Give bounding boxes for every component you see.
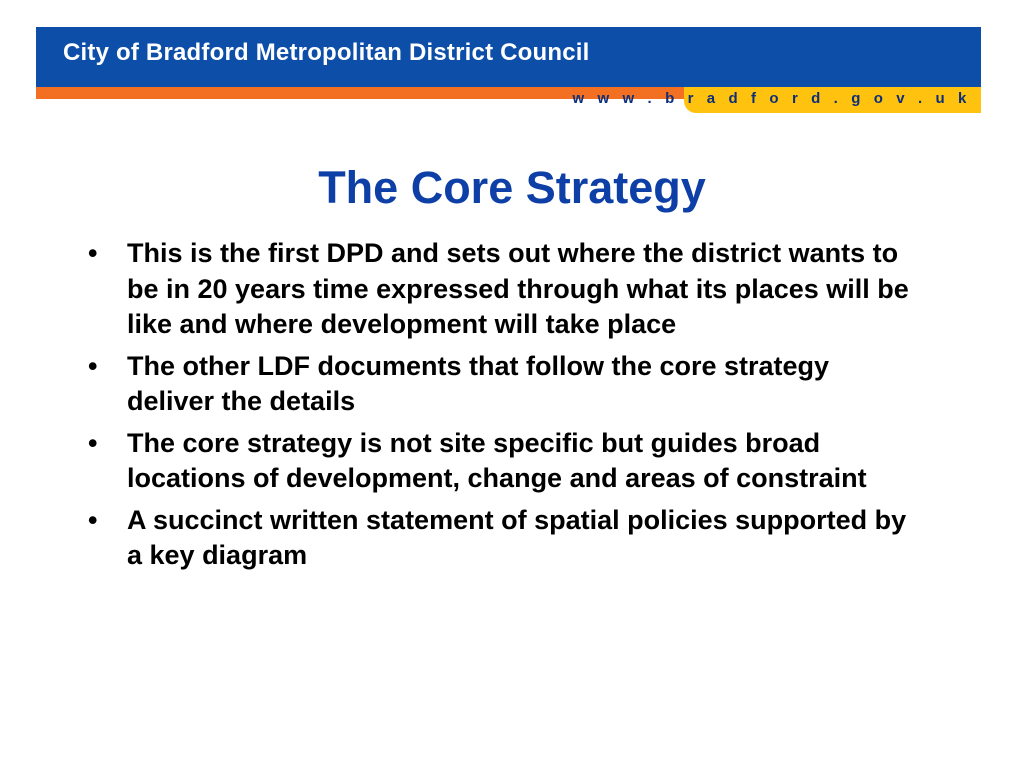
website-tab bbox=[572, 87, 981, 113]
bullet-icon: • bbox=[88, 238, 98, 268]
bullet-icon: • bbox=[88, 427, 98, 458]
organization-name: City of Bradford Metropolitan District Council bbox=[63, 39, 590, 66]
bullet-list bbox=[82, 236, 912, 580]
bullet-text: The core strategy is not site specific but guides broad locations of development, change and areas of constraint bbox=[127, 427, 867, 493]
slide-title: The Core Strategy bbox=[318, 162, 706, 213]
bullet-item bbox=[82, 236, 912, 343]
bullet-item bbox=[82, 426, 912, 497]
bullet-item bbox=[82, 503, 912, 574]
website-url: w w w . b r a d f o r d . g o v . u k bbox=[572, 90, 971, 107]
bullet-item bbox=[82, 349, 912, 420]
bullet-text: The other LDF documents that follow the core strategy deliver the details bbox=[127, 350, 830, 416]
bullet-icon: • bbox=[88, 350, 98, 381]
bullet-text: This is the first DPD and sets out where the district wants to be in 20 years time expressed through what its places will be like and where development will take place bbox=[127, 238, 909, 339]
bullet-icon: • bbox=[88, 504, 98, 535]
header-banner bbox=[36, 27, 981, 87]
bullet-text: A succinct written statement of spatial policies supported by a key diagram bbox=[127, 504, 907, 570]
